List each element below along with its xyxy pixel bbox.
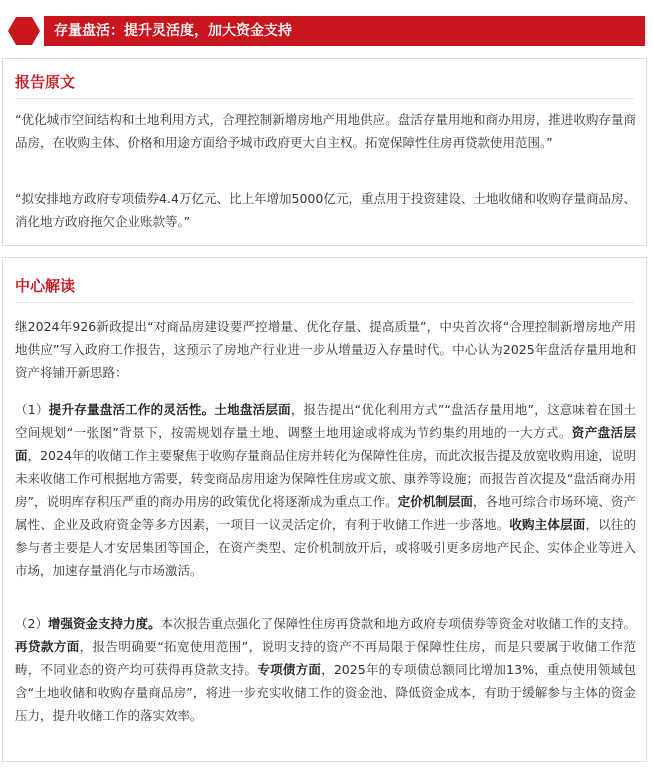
point-number: （2） xyxy=(15,616,48,631)
point-text: ，2025年的专项债总额同比增加13%，重点使用领域包含“土地收储和收购存量商品房”，将进一步充实收储工作的资金池、降低资金成本，有助于缓解参与主体的资金压力，提升收储工作的落实效率。 xyxy=(15,662,636,723)
title-divider xyxy=(15,98,634,99)
sub-heading-buyer: 收购主体层面 xyxy=(509,517,586,532)
analysis-intro: 继2024年926新政提出“对商品房建设要严控增量、优化存量、提高质量”，中央首次将“合理控制新增房地产用地供应”写入政府工作报告，这预示了房地产行业进一步从增量迈入存量时代。中心认为2025年盘活存量用地和资产将铺开新思路： xyxy=(15,319,636,380)
title-divider xyxy=(15,302,634,303)
point-number: （1） xyxy=(15,402,49,417)
point-text: ，报告明确要“拓宽使用范围”，说明支持的资产不再局限于保障性住房，而是只要属于收储工作范畴，不同业态的资产均可获得再贷款支持。 xyxy=(15,639,636,677)
report-quote-2: “拟安排地方政府专项债券4.4万亿元、比上年增加5000亿元，重点用于投资建设、土地收储和收购存量商品房、消化地方政府拖欠企业账款等。” xyxy=(15,191,636,229)
analysis-card xyxy=(2,257,647,762)
point-text: ，2024年的收储工作主要聚焦于收购存量商品住房并转化为保障性住房，而此次报告提及放宽收购用途，说明未来收储工作可根据地方需要，转变商品房用途为保障性住房或文旅、康养等设施；而报告首次提及“盘活商办用房”，说明库存积压严重的商办用房的政策优化将逐渐成为重点工作。 xyxy=(15,448,636,509)
report-quote-1: “优化城市空间结构和土地利用方式，合理控制新增房地产用地供应。盘活存量用地和商办用房，推进收购存量商品房，在收购主体、价格和用途方面给予城市政府更大自主权。拓宽保障性住房再贷款使用范围。” xyxy=(15,112,636,150)
point-heading: 提升存量盘活工作的灵活性。 xyxy=(48,402,215,417)
report-original-card xyxy=(2,58,647,246)
point-text: ，以往的参与者主要是人才安居集团等国企，在资产类型、定价机制放开后，或将吸引更多房地产民企、实体企业等进入市场，加速存量消化与市场激活。 xyxy=(15,517,636,578)
analysis-point-1 xyxy=(15,398,636,582)
analysis-title: 中心解读 xyxy=(15,277,76,295)
point-text: 本次报告重点强化了保障性住房再贷款和地方政府专项债券等资金对收储工作的支持。 xyxy=(160,616,637,631)
section-header xyxy=(8,16,645,46)
section-header-title: 存量盘活：提升灵活度，加大资金支持 xyxy=(44,16,645,46)
point-text: ，各地可综合市场环境、资产属性、企业及政府资金等多方因素，一项目一议灵活定价，有利于收储工作进一步落地。 xyxy=(15,494,636,532)
sub-heading-special-bonds: 专项债方面 xyxy=(257,662,322,677)
sub-heading-relending: 再贷款方面 xyxy=(15,639,80,654)
analysis-point-2 xyxy=(15,612,636,727)
sub-heading-land: 土地盘活层面 xyxy=(214,402,291,417)
report-original-title: 报告原文 xyxy=(15,73,76,91)
sub-heading-pricing: 定价机制层面 xyxy=(397,494,473,509)
hexagon-icon xyxy=(8,17,40,45)
sub-heading-asset: 资产盘活层面 xyxy=(15,425,636,463)
point-heading: 增强资金支持力度。 xyxy=(48,616,161,631)
point-text: ，报告提出“优化利用方式”“盘活存量用地”，这意味着在国土空间规划“一张图”背景下，按需规划存量土地、调整土地用途或将成为节约集约用地的一大方式。 xyxy=(15,402,636,440)
